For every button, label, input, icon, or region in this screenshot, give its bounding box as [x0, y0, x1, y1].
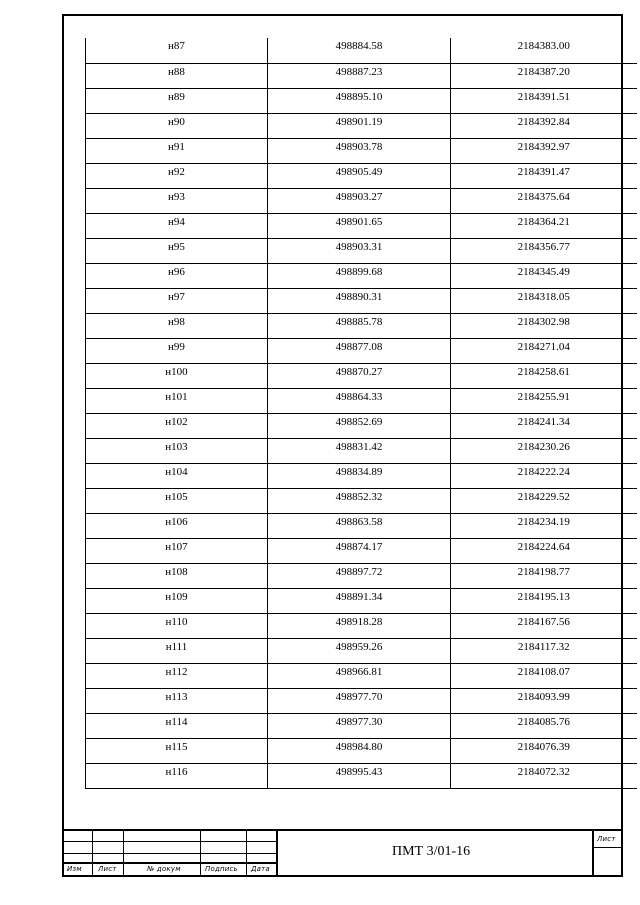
table-row: [86, 463, 637, 488]
point-cell: н114: [86, 713, 268, 738]
label-sheet: Лист: [597, 835, 616, 843]
y-coordinate-cell: 2184387.20: [451, 63, 637, 88]
point-cell: н105: [86, 488, 268, 513]
point-cell: н100: [86, 363, 268, 388]
title-block-row-line: [62, 853, 277, 854]
point-cell: н106: [86, 513, 268, 538]
y-coordinate-cell: 2184234.19: [451, 513, 637, 538]
y-coordinate-cell: 2184255.91: [451, 388, 637, 413]
x-coordinate-cell: 498831.42: [268, 438, 451, 463]
x-coordinate-cell: 498864.33: [268, 388, 451, 413]
x-coordinate-cell: 498901.19: [268, 113, 451, 138]
x-coordinate-cell: 498959.26: [268, 638, 451, 663]
x-coordinate-cell: 498891.34: [268, 588, 451, 613]
title-block: [62, 829, 623, 877]
x-coordinate-cell: 498887.23: [268, 63, 451, 88]
point-cell: н94: [86, 213, 268, 238]
point-cell: н87: [86, 38, 268, 63]
y-coordinate-cell: 2184198.77: [451, 563, 637, 588]
y-coordinate-cell: 2184241.34: [451, 413, 637, 438]
table-row: [86, 763, 637, 788]
point-cell: н113: [86, 688, 268, 713]
y-coordinate-cell: 2184383.00: [451, 38, 637, 63]
y-coordinate-cell: 2184117.32: [451, 638, 637, 663]
point-cell: н88: [86, 63, 268, 88]
y-coordinate-cell: 2184345.49: [451, 263, 637, 288]
point-cell: н108: [86, 563, 268, 588]
table-row: [86, 213, 637, 238]
y-coordinate-cell: 2184364.21: [451, 213, 637, 238]
point-cell: н91: [86, 138, 268, 163]
y-coordinate-cell: 2184391.51: [451, 88, 637, 113]
table-row: [86, 238, 637, 263]
table-row: [86, 438, 637, 463]
y-coordinate-cell: 2184222.24: [451, 463, 637, 488]
label-izm: Изм: [67, 865, 82, 873]
point-cell: н107: [86, 538, 268, 563]
table-row: [86, 513, 637, 538]
title-block-row-line: [62, 841, 277, 842]
point-cell: н93: [86, 188, 268, 213]
point-cell: н109: [86, 588, 268, 613]
table-row: [86, 313, 637, 338]
table-row: [86, 688, 637, 713]
table-row: [86, 638, 637, 663]
coordinates-table-body: [86, 38, 637, 788]
point-cell: н95: [86, 238, 268, 263]
label-ndokum: № докум: [147, 865, 181, 873]
title-block-col-line: [592, 829, 594, 877]
table-row: [86, 288, 637, 313]
x-coordinate-cell: 498863.58: [268, 513, 451, 538]
point-cell: н111: [86, 638, 268, 663]
x-coordinate-cell: 498903.78: [268, 138, 451, 163]
coordinates-table: [85, 38, 637, 789]
table-row: [86, 563, 637, 588]
point-cell: н97: [86, 288, 268, 313]
point-cell: н99: [86, 338, 268, 363]
y-coordinate-cell: 2184093.99: [451, 688, 637, 713]
table-row: [86, 613, 637, 638]
y-coordinate-cell: 2184230.26: [451, 438, 637, 463]
x-coordinate-cell: 498870.27: [268, 363, 451, 388]
y-coordinate-cell: 2184072.32: [451, 763, 637, 788]
table-row: [86, 63, 637, 88]
title-block-col-line: [246, 829, 247, 877]
y-coordinate-cell: 2184229.52: [451, 488, 637, 513]
x-coordinate-cell: 498977.30: [268, 713, 451, 738]
y-coordinate-cell: 2184085.76: [451, 713, 637, 738]
title-block-col-line: [92, 829, 93, 877]
table-row: [86, 38, 637, 63]
y-coordinate-cell: 2184392.84: [451, 113, 637, 138]
table-row: [86, 488, 637, 513]
x-coordinate-cell: 498834.89: [268, 463, 451, 488]
label-podpis: Подпись: [205, 865, 238, 873]
table-row: [86, 138, 637, 163]
point-cell: н98: [86, 313, 268, 338]
y-coordinate-cell: 2184224.64: [451, 538, 637, 563]
x-coordinate-cell: 498897.72: [268, 563, 451, 588]
document-number: ПМТ 3/01-16: [392, 844, 471, 859]
table-row: [86, 188, 637, 213]
title-block-col-line: [123, 829, 124, 877]
y-coordinate-cell: 2184195.13: [451, 588, 637, 613]
x-coordinate-cell: 498918.28: [268, 613, 451, 638]
title-block-top-border: [62, 829, 623, 831]
table-row: [86, 163, 637, 188]
sheet-cell-divider: [592, 847, 623, 848]
x-coordinate-cell: 498966.81: [268, 663, 451, 688]
point-cell: н115: [86, 738, 268, 763]
table-row: [86, 738, 637, 763]
point-cell: н90: [86, 113, 268, 138]
point-cell: н101: [86, 388, 268, 413]
point-cell: н92: [86, 163, 268, 188]
x-coordinate-cell: 498995.43: [268, 763, 451, 788]
x-coordinate-cell: 498903.31: [268, 238, 451, 263]
title-block-col-line: [200, 829, 201, 877]
y-coordinate-cell: 2184271.04: [451, 338, 637, 363]
y-coordinate-cell: 2184318.05: [451, 288, 637, 313]
point-cell: н96: [86, 263, 268, 288]
x-coordinate-cell: 498890.31: [268, 288, 451, 313]
table-row: [86, 588, 637, 613]
table-row: [86, 388, 637, 413]
x-coordinate-cell: 498877.08: [268, 338, 451, 363]
x-coordinate-cell: 498885.78: [268, 313, 451, 338]
y-coordinate-cell: 2184076.39: [451, 738, 637, 763]
x-coordinate-cell: 498852.69: [268, 413, 451, 438]
table-row: [86, 88, 637, 113]
label-data: Дата: [251, 865, 270, 873]
table-row: [86, 263, 637, 288]
title-block-col-line: [276, 829, 278, 877]
table-row: [86, 338, 637, 363]
label-list: Лист: [98, 865, 117, 873]
point-cell: н89: [86, 88, 268, 113]
y-coordinate-cell: 2184258.61: [451, 363, 637, 388]
y-coordinate-cell: 2184356.77: [451, 238, 637, 263]
point-cell: н102: [86, 413, 268, 438]
table-row: [86, 363, 637, 388]
x-coordinate-cell: 498852.32: [268, 488, 451, 513]
x-coordinate-cell: 498905.49: [268, 163, 451, 188]
x-coordinate-cell: 498874.17: [268, 538, 451, 563]
point-cell: н112: [86, 663, 268, 688]
y-coordinate-cell: 2184108.07: [451, 663, 637, 688]
y-coordinate-cell: 2184391.47: [451, 163, 637, 188]
y-coordinate-cell: 2184392.97: [451, 138, 637, 163]
table-row: [86, 663, 637, 688]
x-coordinate-cell: 498901.65: [268, 213, 451, 238]
x-coordinate-cell: 498977.70: [268, 688, 451, 713]
table-row: [86, 538, 637, 563]
x-coordinate-cell: 498884.58: [268, 38, 451, 63]
table-row: [86, 113, 637, 138]
point-cell: н116: [86, 763, 268, 788]
table-row: [86, 713, 637, 738]
table-row: [86, 413, 637, 438]
x-coordinate-cell: 498903.27: [268, 188, 451, 213]
title-block-header-line: [62, 862, 277, 864]
point-cell: н104: [86, 463, 268, 488]
point-cell: н110: [86, 613, 268, 638]
y-coordinate-cell: 2184375.64: [451, 188, 637, 213]
point-cell: н103: [86, 438, 268, 463]
y-coordinate-cell: 2184302.98: [451, 313, 637, 338]
x-coordinate-cell: 498899.68: [268, 263, 451, 288]
x-coordinate-cell: 498984.80: [268, 738, 451, 763]
x-coordinate-cell: 498895.10: [268, 88, 451, 113]
y-coordinate-cell: 2184167.56: [451, 613, 637, 638]
